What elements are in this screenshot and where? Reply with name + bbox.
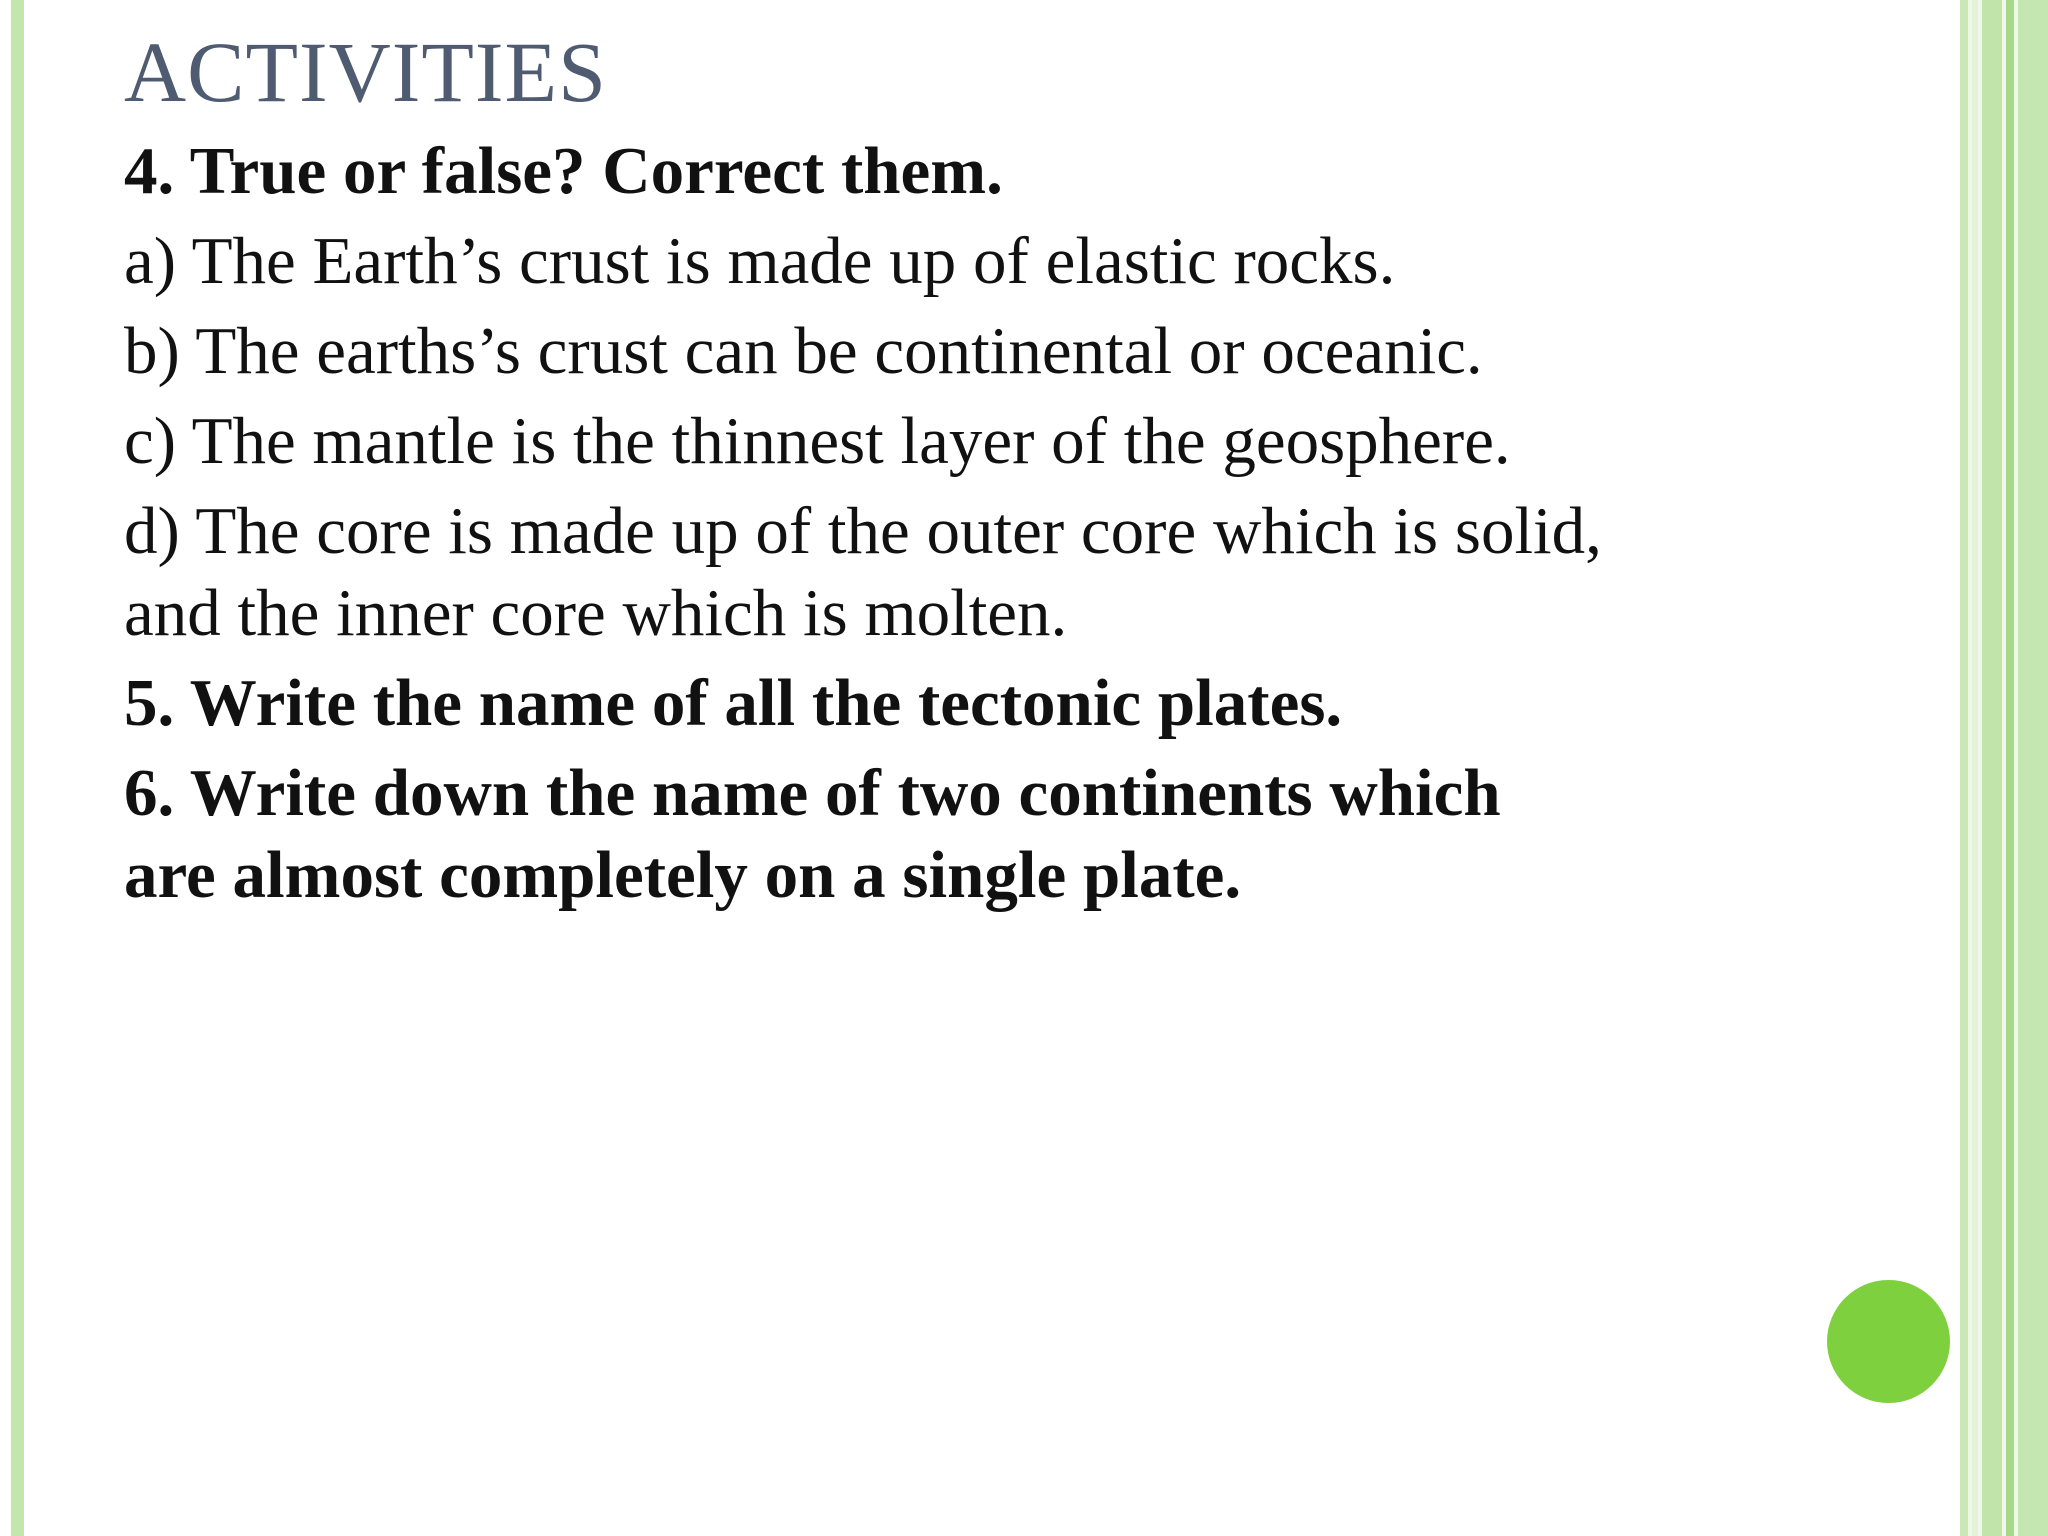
question-6-line-2: are almost completely on a single plate.	[124, 838, 1242, 912]
right-stripe	[1960, 0, 1968, 1536]
green-circle-decoration	[1827, 1280, 1950, 1403]
left-decorative-stripe	[11, 0, 24, 1536]
question-4-heading: 4. True or false? Correct them.	[124, 134, 1003, 208]
statement-c: c) The mantle is the thinnest layer of the geosphere.	[124, 404, 1511, 478]
statement-d-line-1: d) The core is made up of the outer core which is solid,	[124, 494, 1602, 568]
slide-content	[124, 22, 1944, 916]
question-5: 5. Write the name of all the tectonic plates.	[124, 666, 1343, 740]
slide-title: ACTIVITIES	[124, 24, 607, 120]
right-stripe	[2006, 0, 2014, 1536]
statement-a: a) The Earth’s crust is made up of elastic rocks.	[124, 224, 1396, 298]
right-stripe	[1982, 0, 2002, 1536]
question-6-line-1: 6. Write down the name of two continents which	[124, 756, 1501, 830]
statement-b: b) The earths’s crust can be continental or oceanic.	[124, 314, 1483, 388]
statement-d-line-2: and the inner core which is molten.	[124, 576, 1068, 650]
right-stripe	[2018, 0, 2048, 1536]
right-stripe	[1972, 0, 1978, 1536]
